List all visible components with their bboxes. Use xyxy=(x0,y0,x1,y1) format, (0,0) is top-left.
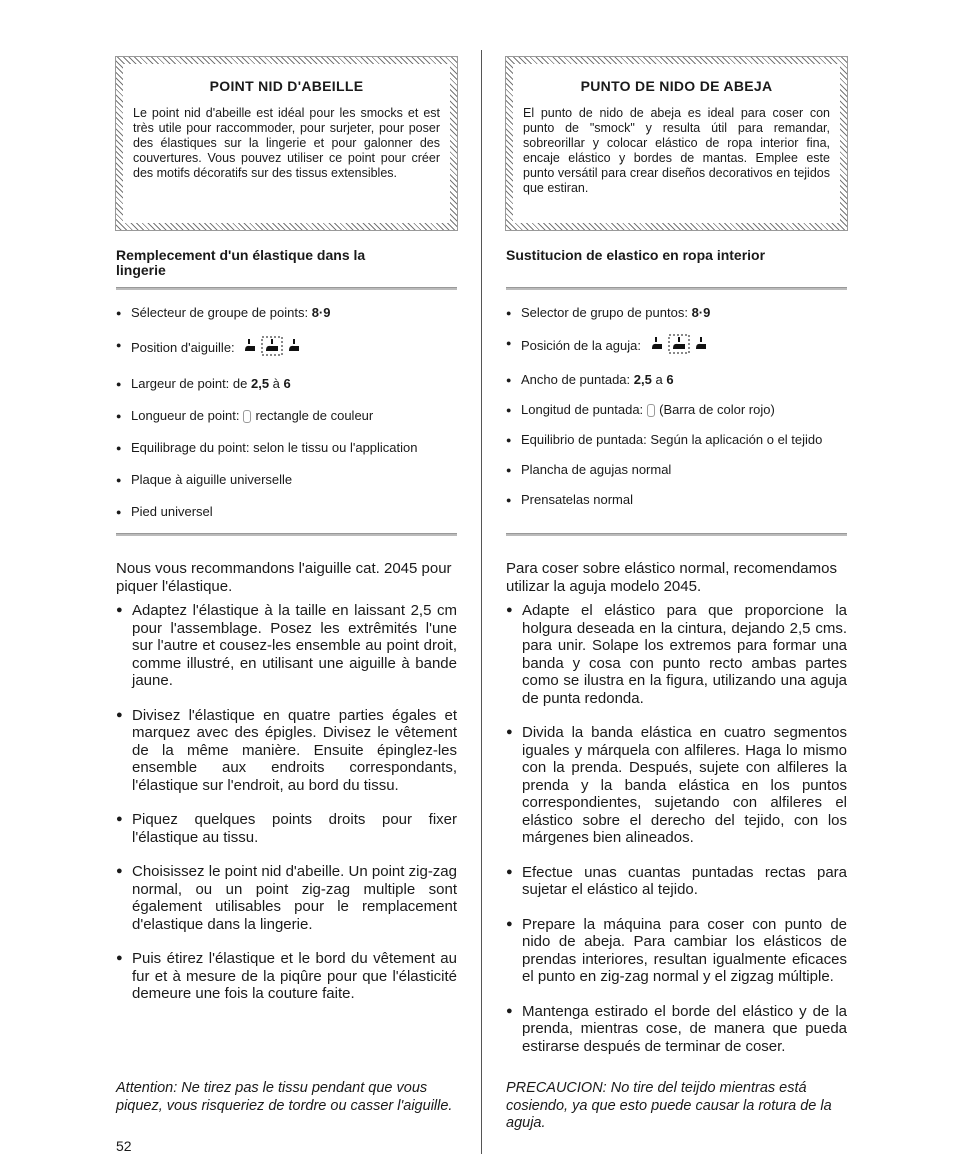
setting-selector: ● Selector de grupo de puntos: 8·9 xyxy=(506,304,847,322)
setting-foot: ● Pied universel xyxy=(116,503,457,521)
setting-length: ● Longitud de puntada: (Barra de color rojo) xyxy=(506,401,847,419)
step-item: ● Mantenga estirado el borde del elástico y de la prenda, mientras cose, de manera que pueda estirarse después de terminar de coser. xyxy=(506,1003,847,1056)
step-item: ● Efectue unas cuantas puntadas rectas para sujetar el elástico al tejido. xyxy=(506,864,847,899)
stitch-info-box xyxy=(116,57,457,230)
step-item: ● Piquez quelques points droits pour fixer l'élastique au tissu. xyxy=(116,811,457,846)
setting-balance: ● Equilibrage du point: selon le tissu ou l'application xyxy=(116,439,457,457)
setting-width: ● Largeur de point: de 2,5 à 6 xyxy=(116,375,457,393)
step-item: ● Prepare la máquina para coser con punto de nido de abeja. Para cambiar los elásticos de prendas interiores, resultan igualmente eficaces el punto en zig-zag normal y el zigzag múltiple. xyxy=(506,916,847,986)
box-title: PUNTO DE NIDO DE ABEJA xyxy=(580,78,773,94)
step-item: ● Divisez l'élastique en quatre parties égales et marquez avec des épigles. Divisez le vêtement de la même manière. Ensuite épinglez-les ensemble aux endroits correspondants, l'élastique sur l'endroit, au bord du tissu. xyxy=(116,707,457,795)
setting-plate: ● Plancha de agujas normal xyxy=(506,461,847,479)
section-heading: Sustitucion de elastico en ropa interior xyxy=(506,247,766,263)
step-item: ● Puis étirez l'élastique et le bord du vêtement au fur et à mesure de la piqûre pour que l'élasticité demeure une fois la couture faite. xyxy=(116,950,457,1003)
divider-rule xyxy=(116,533,457,536)
needle-position-icon xyxy=(244,336,300,361)
divider-rule xyxy=(506,533,847,536)
intro-paragraph: Para coser sobre elástico normal, recomendamos utilizar la aguja modelo 2045. xyxy=(506,560,837,595)
step-item: ● Adaptez l'élastique à la taille en laissant 2,5 cm pour l'assemblage. Posez les extrêmités l'une sur l'autre et cousez-les ensemble au point droit, comme illustré, en utilisant une aiguille à bande jaune. xyxy=(116,602,457,690)
setting-width: ● Ancho de puntada: 2,5 a 6 xyxy=(506,371,847,389)
setting-balance: ● Equilibrio de puntada: Según la aplicación o el tejido xyxy=(506,431,847,449)
setting-plate: ● Plaque à aiguille universelle xyxy=(116,471,457,489)
box-body: El punto de nido de abeja es ideal para coser con punto de "smock" y resulta útil para remandar, sobreorillar y colocar elástico de ropa interior fina, encaje elástico y bordes de mantas. Emplee este punto versátil para crear diseños decorativos en tejidos que estiran. xyxy=(523,106,830,195)
setting-length: ● Longueur de point: rectangle de couleur xyxy=(116,407,457,425)
warning-note: PRECAUCION: No tire del teijdo mientras está cosiendo, ya que esto puede causar la rotura de la aguja. xyxy=(506,1080,832,1131)
step-item: ● Choisissez le point nid d'abeille. Un point zig-zag normal, ou un point zig-zag multiple sont également utilisables pour le remplacement d'elastique dans la lingerie. xyxy=(116,863,457,933)
steps-list xyxy=(506,602,847,1072)
divider-rule xyxy=(116,287,457,290)
setting-needle: ● Posición de la aguja: xyxy=(506,334,847,359)
setting-needle: ● Position d'aiguille: xyxy=(116,336,457,361)
step-item: ● Adapte el elástico para que proporcione la holgura deseada en la cintura, dejando 2,5 cms. para unir. Solape los extremos para formar una banda y cosa con punto recto ambas partes como se ilustra en la figura, utilizando una aguja de punta redonda. xyxy=(506,602,847,707)
page-number: 52 xyxy=(116,1138,132,1154)
stitch-info-box xyxy=(506,57,847,230)
length-bar-icon xyxy=(647,404,655,417)
settings-list xyxy=(506,304,847,521)
column-divider xyxy=(481,50,482,1154)
settings-list xyxy=(116,304,457,535)
setting-foot: ● Prensatelas normal xyxy=(506,491,847,509)
box-title: POINT NID D'ABEILLE xyxy=(209,78,364,94)
warning-note: Attention: Ne tirez pas le tissu pendant que vous piquez, vous risqueriez de tordre ou casser l'aiguille. xyxy=(116,1080,453,1114)
length-bar-icon xyxy=(243,410,251,423)
box-body: Le point nid d'abeille est idéal pour les smocks et est très utile pour raccommoder, pour surjeter, pour poser des élastiques sur la lingerie et pour galonner des couvertures. Vous pouvez utiliser ce point pour créer des motifs décoratifs sur des tissus extensibles. xyxy=(133,106,440,180)
needle-position-icon xyxy=(651,334,707,359)
steps-list xyxy=(116,602,457,1020)
divider-rule xyxy=(506,287,847,290)
intro-paragraph: Nous vous recommandons l'aiguille cat. 2045 pour piquer l'élastique. xyxy=(116,560,452,595)
step-item: ● Divida la banda elástica en cuatro segmentos iguales y márquela con alfileres. Haga lo mismo con la prenda. Después, sujete con alfileres la prenda y la banda elástica en los puntos correspondientes, sujetando con alfileres el elástico sobre el derecho del tejido, con los márgenes bien alineados. xyxy=(506,724,847,847)
setting-selector: ● Sélecteur de groupe de points: 8·9 xyxy=(116,304,457,322)
section-heading: Remplecement d'un élastique dans la lingerie xyxy=(116,247,366,278)
